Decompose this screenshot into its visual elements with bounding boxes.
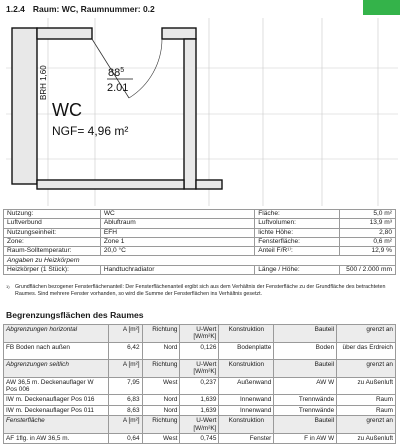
info-value: EFH xyxy=(100,228,254,237)
bounds-name: AF 1flg. in AW 36,5 m. xyxy=(4,434,109,444)
info-label: Anteil F/R¹⁾: xyxy=(255,247,340,256)
bounds-adjacent: zu Außenluft xyxy=(337,434,396,444)
info-value: 5,0 m² xyxy=(339,210,395,219)
section-number: 1.2.4 xyxy=(6,4,25,14)
footnote-text: Grundflächen bezogener Fensterflächenanteil: Der Fensterflächenanteil ergibt sich aus dem Verhältnis der Fensterfläche zu der Grundfläche des betrachteten Raumes. Sind mehrere Fenster vorhanden, so wird die Summe der Fensterflächen ins Verhältnis gesetzt. xyxy=(15,284,386,297)
bounds-table xyxy=(3,324,396,444)
info-label: Fensterfläche: xyxy=(255,237,340,246)
plan-walls xyxy=(12,28,222,189)
info-value: WC xyxy=(100,210,254,219)
bounds-group-header xyxy=(4,359,396,377)
group-label: Abgrenzungen seitlich xyxy=(4,359,109,377)
info-label: Luftverbund xyxy=(4,219,101,228)
section-heading xyxy=(6,4,155,14)
info-label: Luftvolumen: xyxy=(255,219,340,228)
bounds-direction: Nord xyxy=(142,395,180,405)
bounds-group-header xyxy=(4,416,396,434)
bounds-component: AW W xyxy=(274,377,337,395)
info-value: Zone 1 xyxy=(100,237,254,246)
header-direction: Richtung xyxy=(142,325,180,343)
bounds-uwert: 0,126 xyxy=(180,342,219,359)
bounds-adjacent: Raum xyxy=(337,405,396,415)
header-area: A [m²] xyxy=(108,359,142,377)
footnote-marker: 1) xyxy=(6,284,10,289)
bounds-construction: Außenwand xyxy=(219,377,274,395)
info-label: Nutzung: xyxy=(4,210,101,219)
room-name: WC xyxy=(52,100,82,120)
bounds-construction: Innenwand xyxy=(219,395,274,405)
info-row xyxy=(4,219,396,228)
bounds-adjacent: zu Außenluft xyxy=(337,377,396,395)
info-value: 0,6 m² xyxy=(339,237,395,246)
info-label: Fläche: xyxy=(255,210,340,219)
bounds-area: 7,95 xyxy=(108,377,142,395)
bounds-row xyxy=(4,377,396,395)
header-construction: Konstruktion xyxy=(219,416,274,434)
bounds-adjacent: über das Erdreich xyxy=(337,342,396,359)
header-area: A [m²] xyxy=(108,416,142,434)
bounds-name: FB Boden nach außen xyxy=(4,342,109,359)
brh-label: BRH 1,60 xyxy=(39,65,48,100)
bounds-uwert: 1,639 xyxy=(180,405,219,415)
info-value: 12,9 % xyxy=(339,247,395,256)
bounds-group-header xyxy=(4,325,396,343)
header-component: Bauteil xyxy=(274,359,337,377)
bounds-row xyxy=(4,405,396,415)
header-component: Bauteil xyxy=(274,416,337,434)
header-adjacent: grenzt an xyxy=(337,416,396,434)
bounds-area: 8,63 xyxy=(108,405,142,415)
info-value: 500 / 2.000 mm xyxy=(339,265,395,274)
info-value: Handtuchradiator xyxy=(100,265,254,274)
bounds-name: AW 36,5 m. Deckenauflager W Pos 006 xyxy=(4,377,109,395)
bounds-uwert: 0,745 xyxy=(180,434,219,444)
info-row xyxy=(4,210,396,219)
info-value: 20,0 °C xyxy=(100,247,254,256)
door-height-label: 2.01 xyxy=(107,82,129,94)
info-row xyxy=(4,247,396,256)
header-direction: Richtung xyxy=(142,416,180,434)
header-direction: Richtung xyxy=(142,359,180,377)
heizkoerper-row xyxy=(4,265,396,274)
group-label: Abgrenzungen horizontal xyxy=(4,325,109,343)
header-uwert: U-Wert [W/m²K] xyxy=(180,325,219,343)
info-label: Länge / Höhe: xyxy=(255,265,340,274)
bounds-direction: West xyxy=(142,377,180,395)
info-label: lichte Höhe: xyxy=(255,228,340,237)
bounds-component: F in AW W xyxy=(274,434,337,444)
bounds-construction: Bodenplatte xyxy=(219,342,274,359)
accent-tab xyxy=(363,0,400,15)
header-adjacent: grenzt an xyxy=(337,359,396,377)
info-row xyxy=(4,228,396,237)
bounds-name: IW m. Deckenauflager Pos 016 xyxy=(4,395,109,405)
floor-plan xyxy=(6,18,398,206)
bounds-row xyxy=(4,434,396,444)
bounds-area: 6,42 xyxy=(108,342,142,359)
header-construction: Konstruktion xyxy=(219,359,274,377)
footnote xyxy=(6,284,396,298)
bounds-row xyxy=(4,342,396,359)
info-label: Raum-Solltemperatur: xyxy=(4,247,101,256)
info-row xyxy=(4,237,396,246)
bounds-adjacent: Raum xyxy=(337,395,396,405)
bounds-section-title: Begrenzungsflächen des Raumes xyxy=(6,310,144,320)
info-value: 2,80 xyxy=(339,228,395,237)
room-ngf: NGF= 4,96 m² xyxy=(52,124,129,138)
room-info-table xyxy=(3,209,396,275)
info-value: Abluftraum xyxy=(100,219,254,228)
heizkoerper-header-row xyxy=(4,256,396,265)
bounds-area: 0,64 xyxy=(108,434,142,444)
bounds-component: Trennwände xyxy=(274,395,337,405)
bounds-uwert: 1,639 xyxy=(180,395,219,405)
bounds-row xyxy=(4,395,396,405)
bounds-component: Trennwände xyxy=(274,405,337,415)
header-uwert: U-Wert [W/m²K] xyxy=(180,359,219,377)
door-width-label: $88^5$ xyxy=(108,67,125,79)
header-area: A [m²] xyxy=(108,325,142,343)
bounds-name: IW m. Deckenauflager Pos 011 xyxy=(4,405,109,415)
header-adjacent: grenzt an xyxy=(337,325,396,343)
bounds-direction: West xyxy=(142,434,180,444)
bounds-component: Boden xyxy=(274,342,337,359)
group-label: Fensterfläche xyxy=(4,416,109,434)
bounds-area: 6,83 xyxy=(108,395,142,405)
info-label: Heizkörper (1 Stück): xyxy=(4,265,101,274)
bounds-construction: Fenster xyxy=(219,434,274,444)
bounds-direction: Nord xyxy=(142,342,180,359)
header-uwert: U-Wert [W/m²K] xyxy=(180,416,219,434)
info-value: 13,9 m³ xyxy=(339,219,395,228)
section-title: Raum: WC, Raumnummer: 0.2 xyxy=(32,4,155,14)
bounds-direction: Nord xyxy=(142,405,180,415)
bounds-uwert: 0,237 xyxy=(180,377,219,395)
bounds-construction: Innenwand xyxy=(219,405,274,415)
header-component: Bauteil xyxy=(274,325,337,343)
info-label: Nutzungseinheit: xyxy=(4,228,101,237)
header-construction: Konstruktion xyxy=(219,325,274,343)
info-label: Zone: xyxy=(4,237,101,246)
heizkoerper-header: Angaben zu Heizkörpern xyxy=(4,256,396,265)
